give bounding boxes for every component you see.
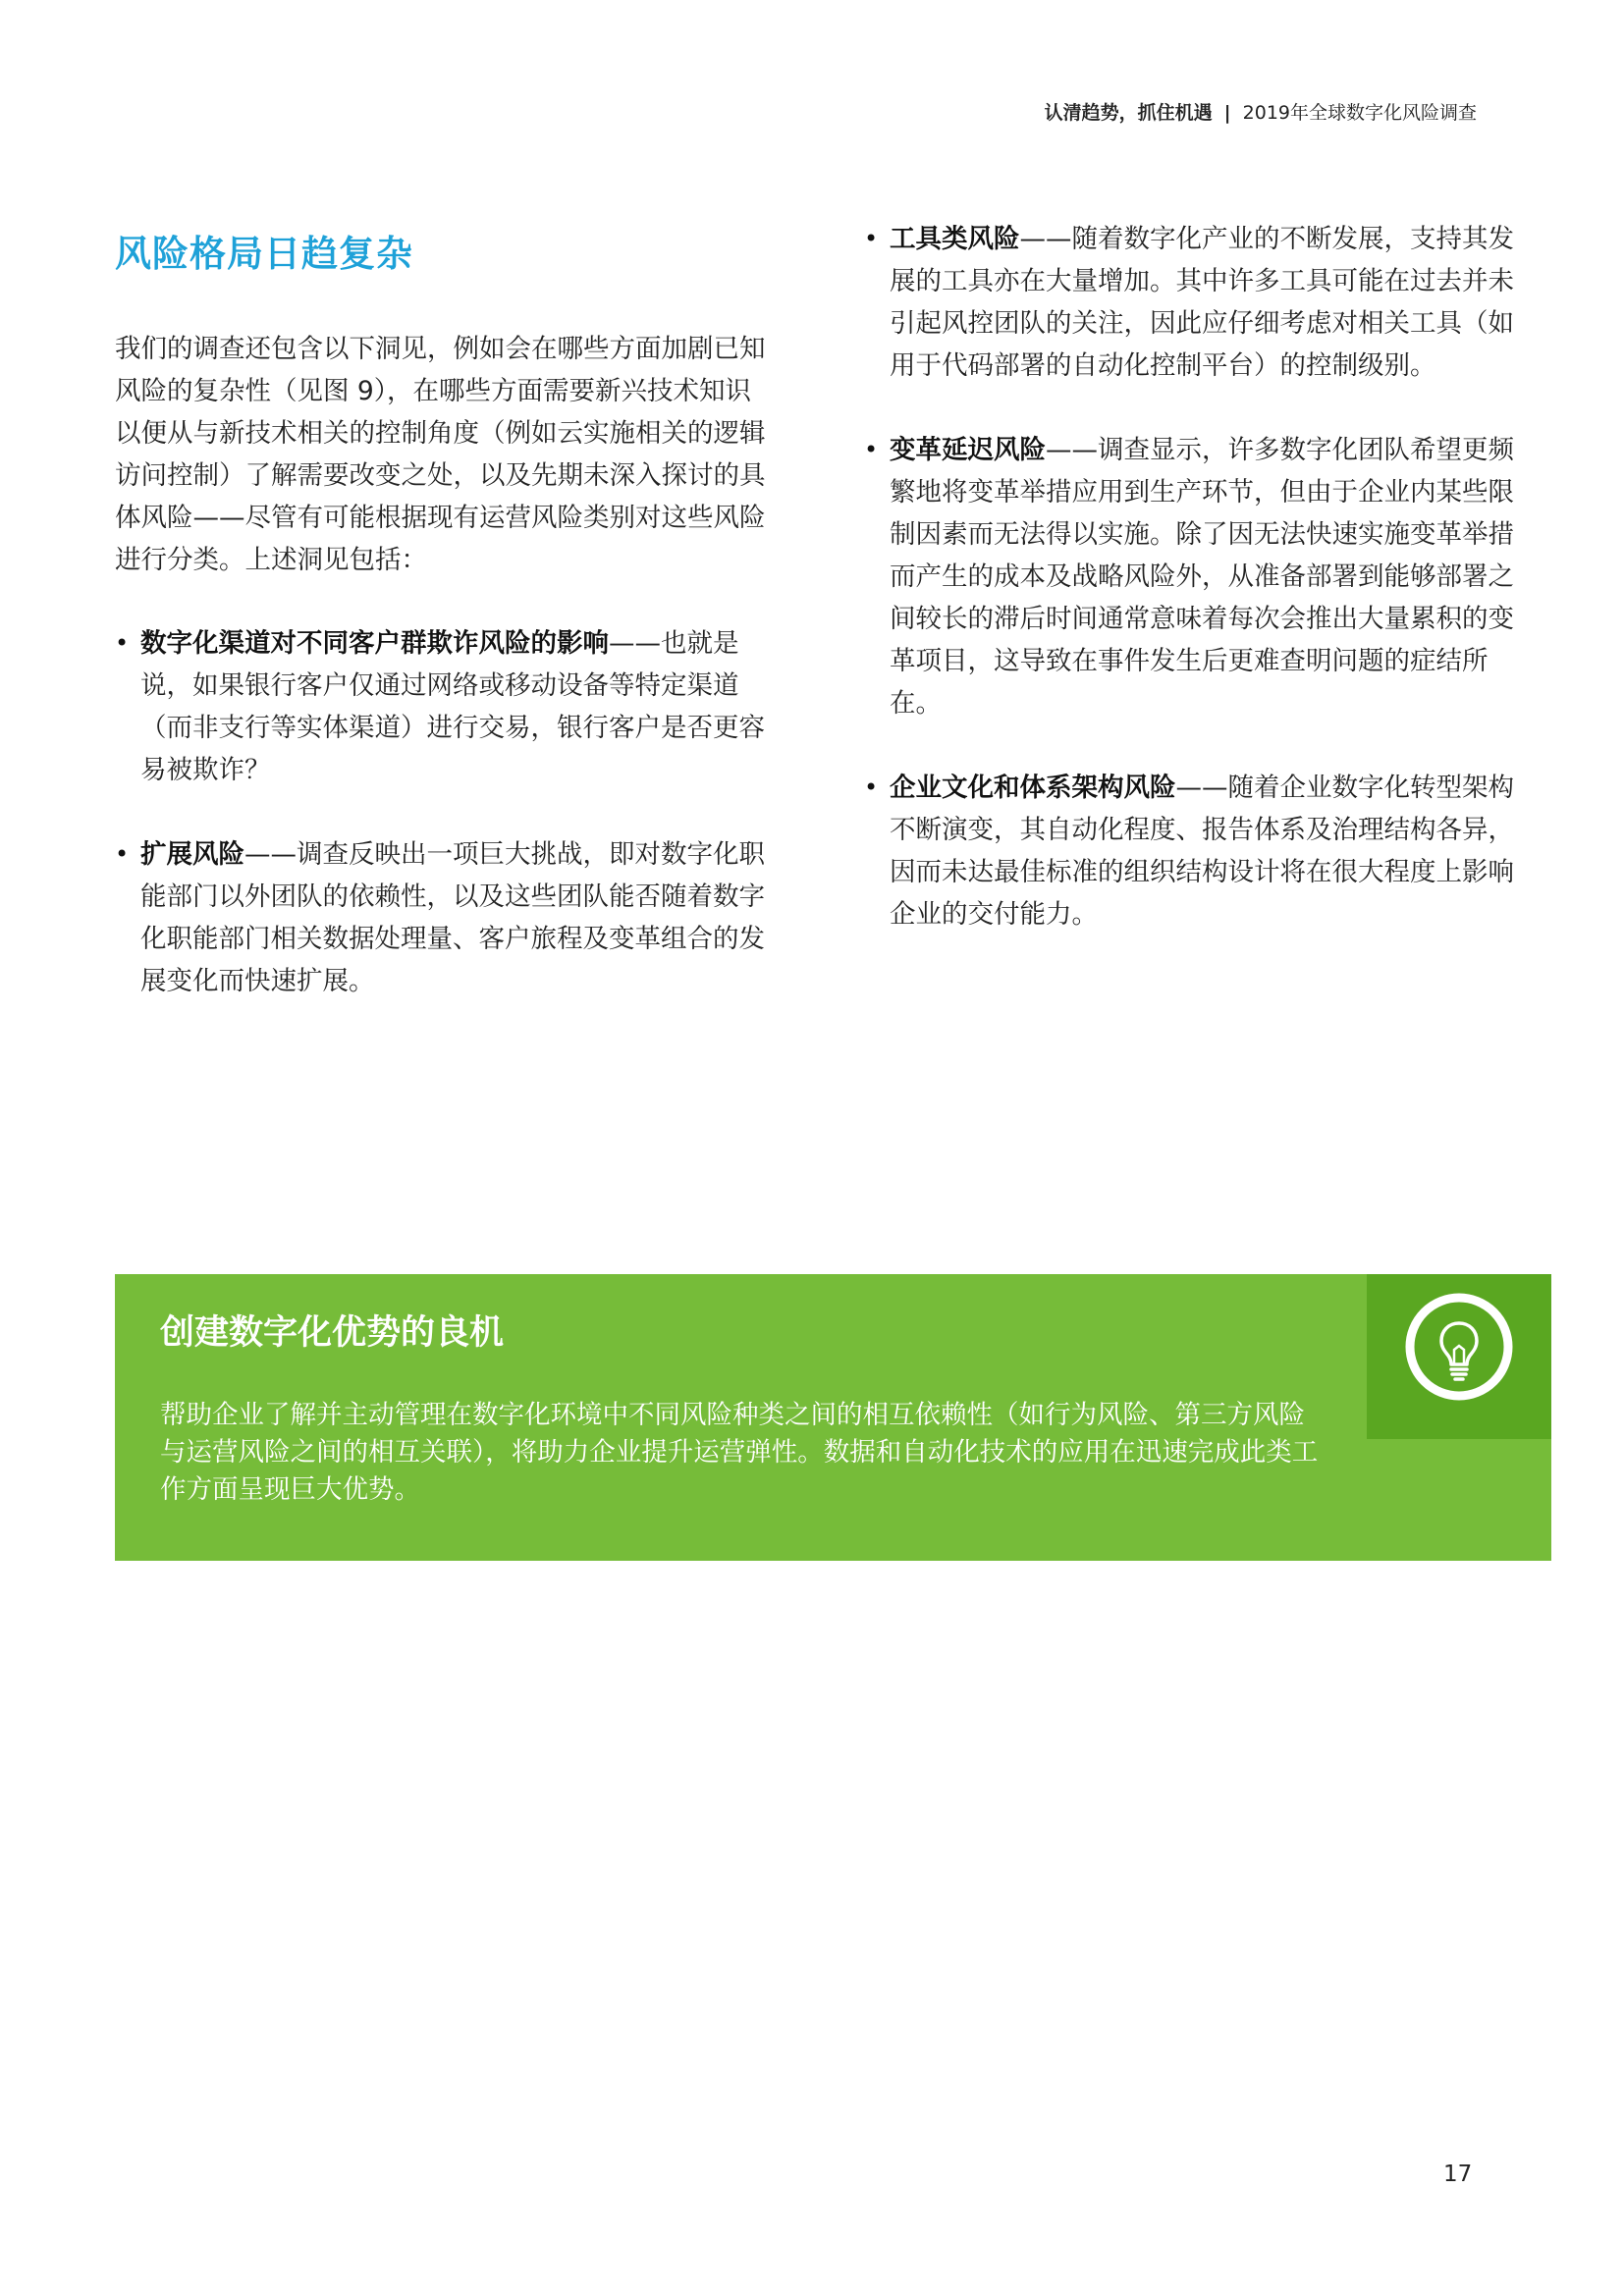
section-title: 风险格局日趋复杂 [115, 233, 413, 275]
callout-box [115, 1274, 1551, 1561]
bullet-text: ——调查显示，许多数字化团队希望更频繁地将变革举措应用到生产环节，但由于企业内某些限制因素而无法得以实施。除了因无法快速实施变革举措而产生的成本及战略风险外，从准备部署到能够部署之间较长的滞后时间通常意味着每次会推出大量累积的变革项目，这导致在事件发生后更难查明问题的症结所在。 [890, 435, 1514, 719]
bullet-heading: 数字化渠道对不同客户群欺诈风险的影响 [140, 628, 609, 659]
callout-title: 创建数字化优势的良机 [160, 1313, 505, 1353]
bullet-item-tooling-risk [864, 218, 1532, 387]
left-bullet-list [115, 622, 773, 1002]
bullet-icon: • [864, 774, 879, 801]
bullet-icon: • [864, 436, 879, 463]
left-column [115, 224, 773, 1044]
bullet-item-culture-architecture-risk [864, 767, 1532, 935]
running-header [1045, 98, 1477, 125]
bullet-heading: 企业文化和体系架构风险 [890, 773, 1176, 803]
bullet-heading: 变革延迟风险 [890, 435, 1046, 465]
callout-icon-box [1367, 1274, 1551, 1439]
bullet-item-fraud-risk [115, 622, 773, 791]
header-separator: | [1223, 102, 1231, 124]
bullet-item-scaling-risk [115, 833, 773, 1002]
page-number: 17 [1443, 2162, 1473, 2187]
bullet-text: ——调查反映出一项巨大挑战，即对数字化职能部门以外团队的依赖性，以及这些团队能否随着数字化职能部门相关数据处理量、客户旅程及变革组合的发展变化而快速扩展。 [140, 839, 765, 996]
header-title: 认清趋势，抓住机遇 [1044, 102, 1213, 124]
bullet-text: ——随着企业数字化转型架构不断演变，其自动化程度、报告体系及治理结构各异，因而未达最佳标准的组织结构设计将在很大程度上影响企业的交付能力。 [890, 773, 1514, 930]
lightbulb-icon [1403, 1291, 1515, 1403]
callout-body: 帮助企业了解并主动管理在数字化环境中不同风险种类之间的相互依赖性（如行为风险、第三方风险与运营风险之间的相互关联），将助力企业提升运营弹性。数据和自动化技术的应用在迅速完成此类工作方面呈现巨大优势。 [160, 1400, 1319, 1505]
bullet-heading: 工具类风险 [890, 224, 1020, 254]
right-column [864, 218, 1532, 978]
right-bullet-list [864, 218, 1532, 935]
bullet-icon: • [864, 225, 879, 252]
bullet-text: ——也就是说，如果银行客户仅通过网络或移动设备等特定渠道（而非支行等实体渠道）进行交易，银行客户是否更容易被欺诈？ [140, 628, 765, 785]
bullet-icon: • [115, 840, 130, 868]
bullet-heading: 扩展风险 [140, 839, 244, 870]
bullet-icon: • [115, 629, 130, 657]
header-subtitle: 2019年全球数字化风险调查 [1242, 102, 1477, 124]
intro-paragraph: 我们的调查还包含以下洞见，例如会在哪些方面加剧已知风险的复杂性（见图 9），在哪些方面需要新兴技术知识以便从与新技术相关的控制角度（例如云实施相关的逻辑访问控制）了解需要改变之处，以及先期未深入探讨的具体风险——尽管有可能根据现有运营风险类别对这些风险进行分类。上述洞见包括： [115, 334, 766, 575]
bullet-item-change-delay-risk [864, 429, 1532, 724]
bullet-text: ——随着数字化产业的不断发展，支持其发展的工具亦在大量增加。其中许多工具可能在过去并未引起风控团队的关注，因此应仔细考虑对相关工具（如用于代码部署的自动化控制平台）的控制级别。 [890, 224, 1514, 381]
